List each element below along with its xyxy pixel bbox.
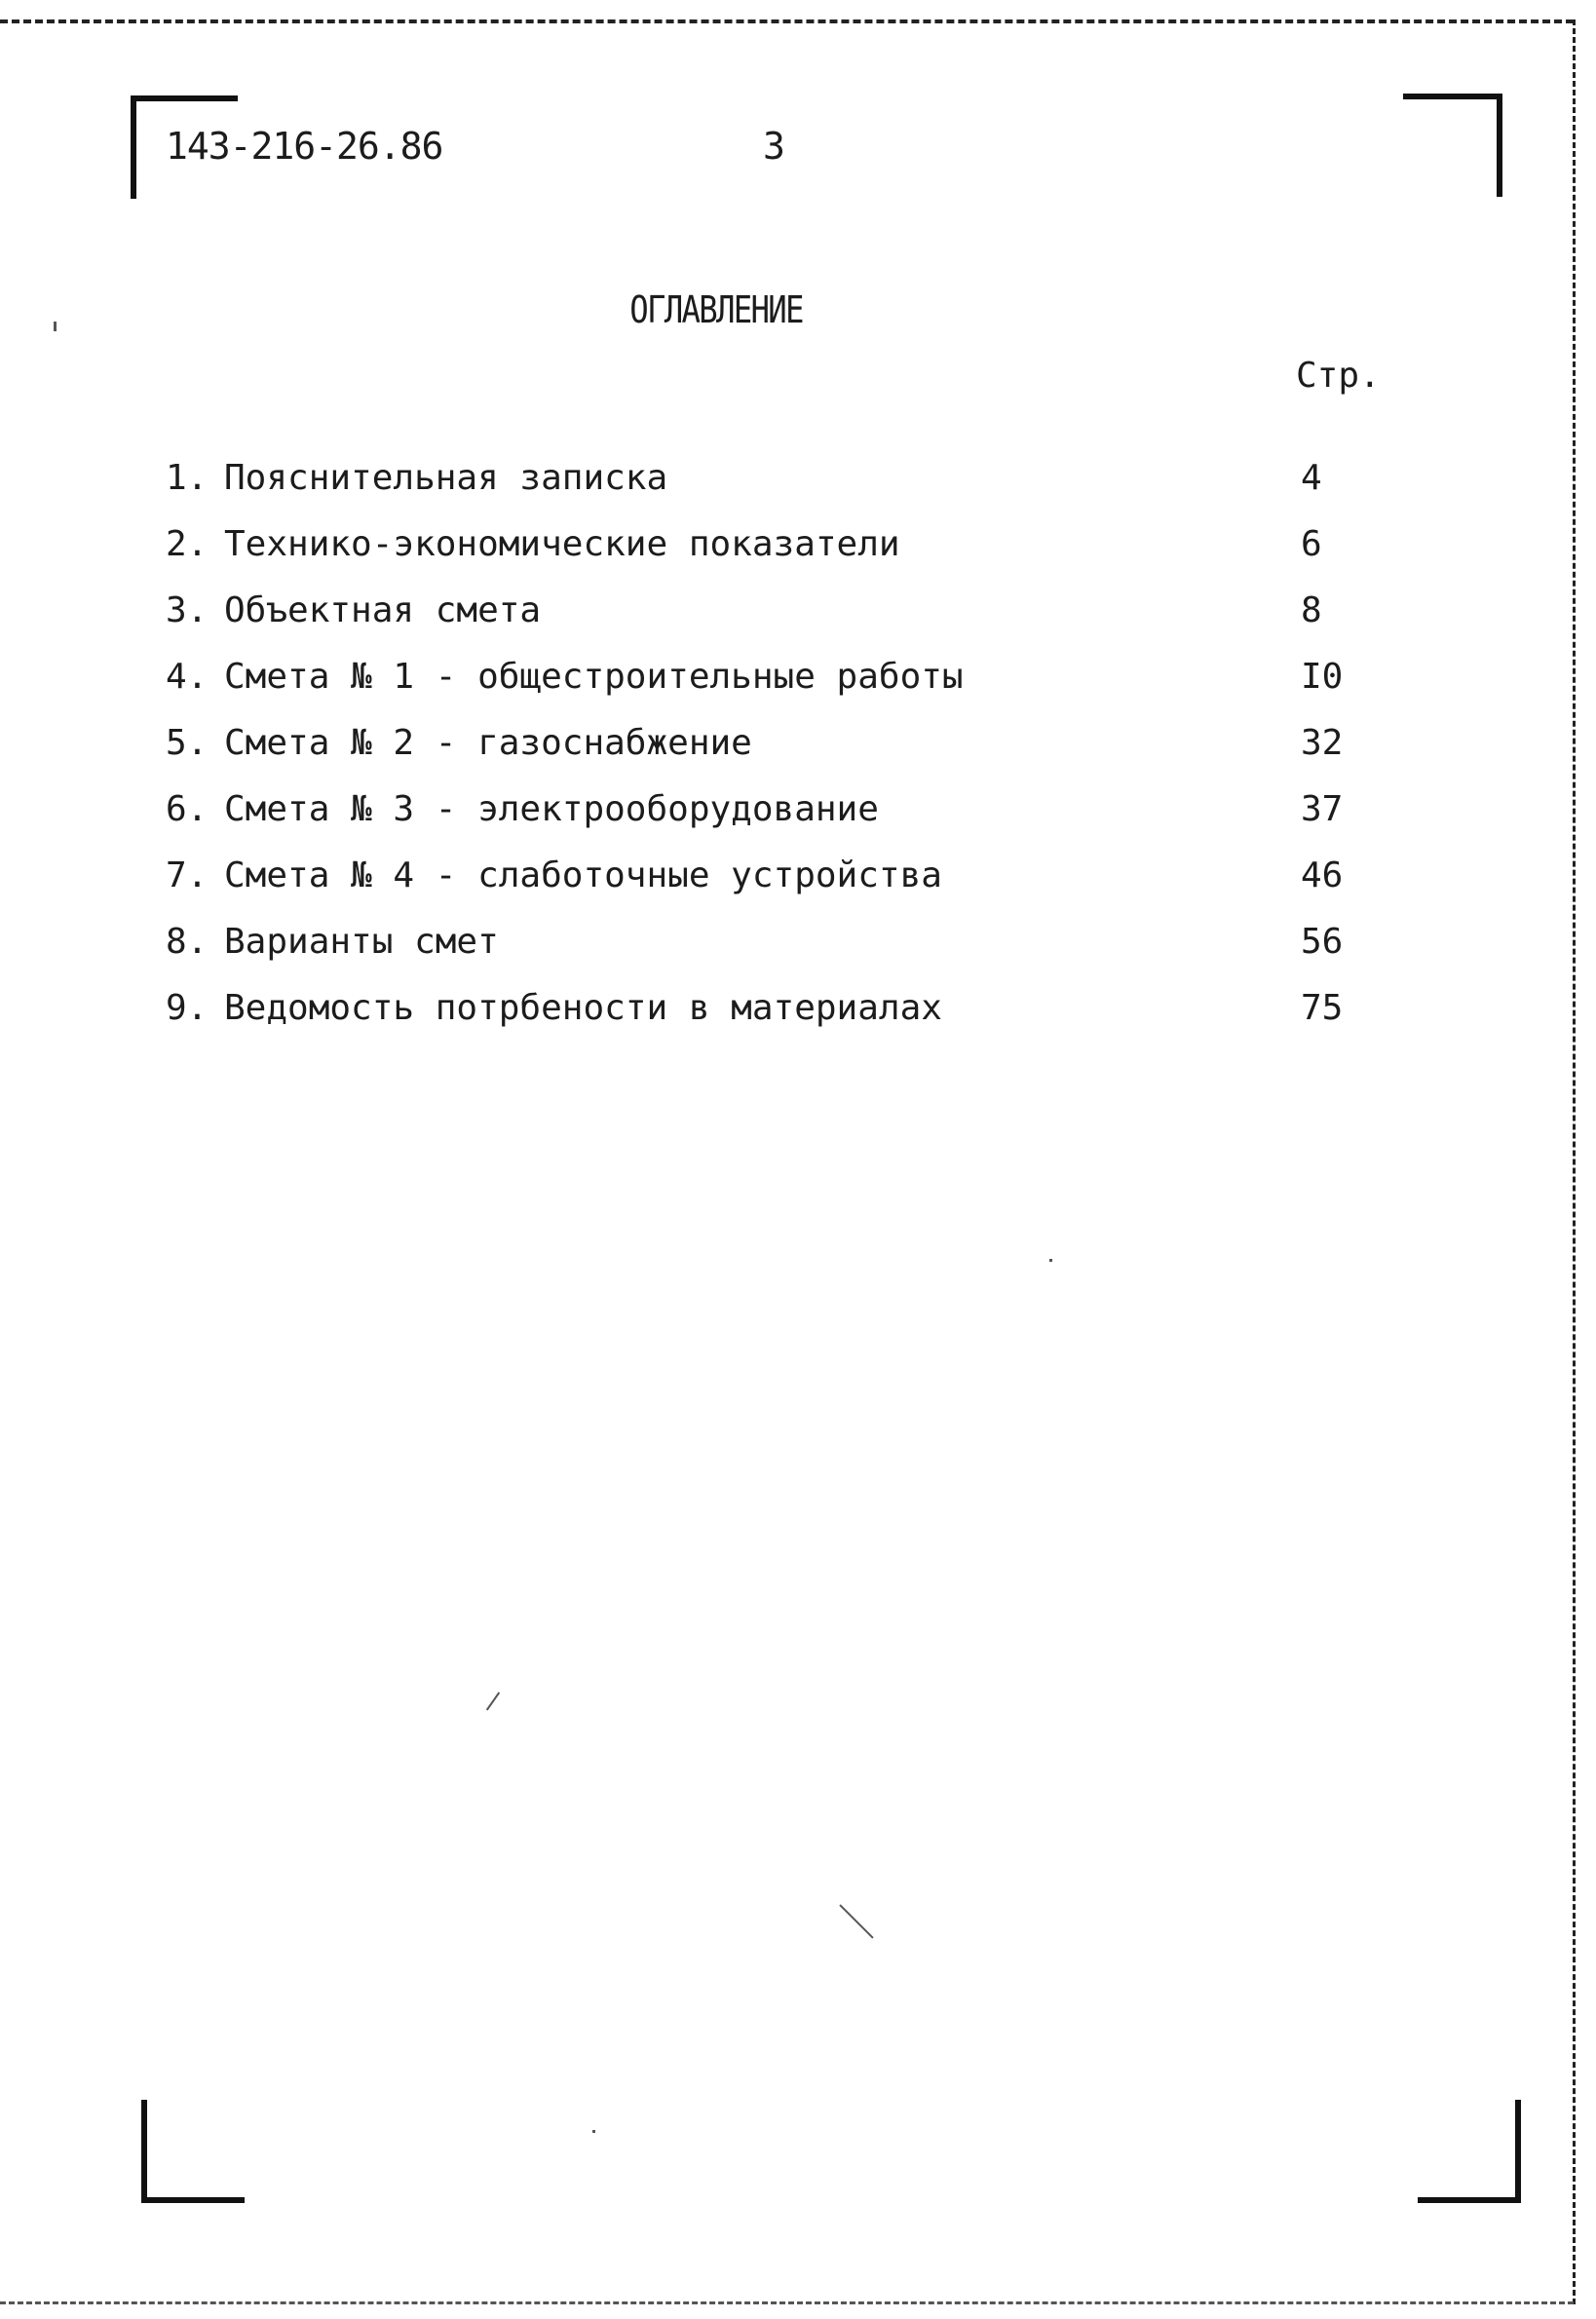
scan-speck — [486, 1692, 500, 1710]
toc-item — [166, 855, 1364, 922]
page-edge-right — [1573, 19, 1576, 2304]
toc-item — [166, 723, 1364, 789]
scan-speck — [839, 1904, 873, 1938]
toc-item-title: Смета № 2 - газоснабжение — [224, 723, 752, 763]
toc-list — [166, 458, 1364, 1054]
toc-item-title: Пояснительная записка — [224, 458, 668, 498]
toc-item-number: 9. — [166, 988, 209, 1028]
page-column-header: Стр. — [1296, 356, 1381, 396]
scan-speck — [592, 2130, 595, 2133]
page-edge-bottom — [0, 2301, 1574, 2304]
frame-corner-top-right — [1403, 94, 1502, 197]
toc-item-title: Варианты смет — [224, 922, 499, 962]
toc-item — [166, 458, 1364, 524]
scan-speck — [54, 322, 57, 331]
toc-item-page: 8 — [1301, 590, 1322, 630]
toc-item — [166, 922, 1364, 988]
frame-corner-bottom-left — [141, 2100, 245, 2203]
document-code: 143-216-26.86 — [166, 125, 443, 168]
toc-item-title: Технико-экономические показатели — [224, 524, 900, 564]
toc-item-title: Смета № 4 - слаботочные устройства — [224, 855, 942, 895]
toc-item-number: 7. — [166, 855, 209, 895]
toc-item-title: Объектная смета — [224, 590, 542, 630]
toc-item-page: 6 — [1301, 524, 1322, 564]
toc-item — [166, 988, 1364, 1054]
toc-item-page: 56 — [1301, 922, 1344, 962]
toc-item-page: I0 — [1301, 657, 1344, 697]
toc-item-number: 6. — [166, 789, 209, 829]
page-number: 3 — [763, 125, 785, 168]
toc-item-page: 32 — [1301, 723, 1344, 763]
toc-item-page: 46 — [1301, 855, 1344, 895]
toc-item-page: 4 — [1301, 458, 1322, 498]
frame-corner-bottom-right — [1418, 2100, 1521, 2203]
toc-item-title: Ведомость потрбености в материалах — [224, 988, 942, 1028]
scan-speck — [1049, 1259, 1052, 1262]
toc-item-number: 8. — [166, 922, 209, 962]
toc-item — [166, 657, 1364, 723]
toc-item-number: 5. — [166, 723, 209, 763]
toc-item-number: 4. — [166, 657, 209, 697]
page-edge-top — [0, 19, 1574, 23]
toc-item-number: 3. — [166, 590, 209, 630]
toc-title: ОГЛАВЛЕНИЕ — [629, 288, 803, 331]
toc-item — [166, 789, 1364, 855]
toc-item — [166, 590, 1364, 657]
toc-item-page: 37 — [1301, 789, 1344, 829]
toc-item-title: Смета № 3 - электрооборудование — [224, 789, 879, 829]
toc-item-title: Смета № 1 - общестроительные работы — [224, 657, 964, 697]
toc-item-number: 1. — [166, 458, 209, 498]
toc-item — [166, 524, 1364, 590]
toc-item-page: 75 — [1301, 988, 1344, 1028]
toc-item-number: 2. — [166, 524, 209, 564]
